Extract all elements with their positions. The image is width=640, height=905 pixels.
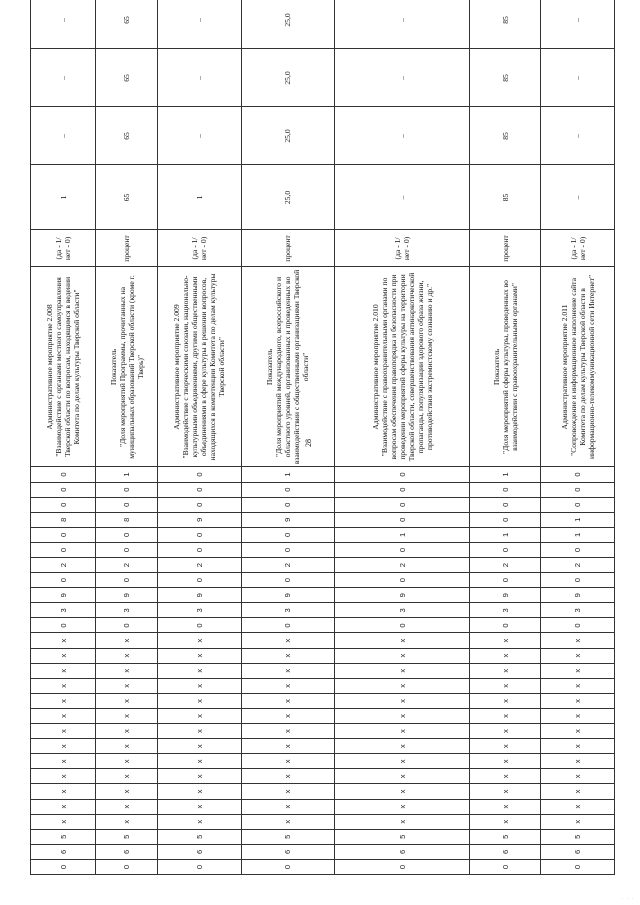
- table-row: [469, 0, 540, 875]
- description-text: "Взаимодействие с правоохранительными органами по вопросам обеспечения правопорядка и безопасности при проведении мероприятий сферы культуры на территории Тверской области, совершенствования антинаркотической пропаганды, популяризации здорового образа жизни, противодействия экстремистскому сознанию и др.": [379, 272, 434, 462]
- code-digit-cell: 9: [335, 588, 469, 603]
- description-heading: Административное мероприятие 2.011: [559, 304, 569, 430]
- code-digit-cell: 1: [241, 467, 335, 482]
- code-digit-cell: 0: [241, 618, 335, 633]
- value-cell: –: [541, 165, 615, 230]
- code-digit-cell: 0: [158, 618, 241, 633]
- code-digit-cell: x: [335, 784, 469, 799]
- code-digit-cell: x: [96, 784, 158, 799]
- description-cell: [158, 267, 241, 467]
- code-digit-cell: x: [158, 633, 241, 648]
- code-digit-cell: x: [469, 769, 540, 784]
- code-digit-cell: 0: [335, 467, 469, 482]
- code-digit-cell: 5: [541, 829, 615, 844]
- code-digit-cell: 0: [335, 573, 469, 588]
- description-heading: Показатель: [265, 348, 275, 386]
- code-digit-cell: 0: [96, 542, 158, 557]
- value-cell: 85: [469, 165, 540, 230]
- rotated-table-page: [30, 13, 615, 875]
- code-digit-cell: x: [241, 769, 335, 784]
- code-digit-cell: x: [158, 814, 241, 829]
- value-cell: 65: [96, 165, 158, 230]
- code-digit-cell: x: [96, 739, 158, 754]
- table-row: [335, 0, 469, 875]
- code-digit-cell: 3: [31, 603, 96, 618]
- code-digit-cell: x: [96, 708, 158, 723]
- code-digit-cell: 0: [335, 512, 469, 527]
- code-digit-cell: x: [158, 693, 241, 708]
- code-digit-cell: 0: [96, 482, 158, 497]
- code-digit-cell: 0: [31, 573, 96, 588]
- value-cell: 25,0: [241, 165, 335, 230]
- code-digit-cell: 2: [96, 558, 158, 573]
- description-text: "Взаимодействие с органами местного самоуправления Тверской области по вопросам, находящимся в ведении Комитета по делам культуры Тверской области": [54, 276, 82, 458]
- code-digit-cell: x: [469, 754, 540, 769]
- code-digit-cell: x: [469, 693, 540, 708]
- value-cell: 65: [96, 0, 158, 49]
- code-digit-cell: 0: [31, 542, 96, 557]
- code-digit-cell: 9: [469, 588, 540, 603]
- code-digit-cell: x: [31, 708, 96, 723]
- code-digit-cell: 0: [158, 573, 241, 588]
- value-cell: –: [541, 107, 615, 165]
- description-heading: Показатель: [491, 348, 501, 386]
- code-digit-cell: 0: [31, 859, 96, 874]
- code-digit-cell: 6: [241, 844, 335, 859]
- code-digit-cell: 0: [541, 618, 615, 633]
- code-digit-cell: x: [469, 799, 540, 814]
- code-digit-cell: x: [469, 633, 540, 648]
- unit-cell: [31, 230, 96, 267]
- code-digit-cell: 5: [469, 829, 540, 844]
- code-digit-cell: 6: [31, 844, 96, 859]
- description-cell: [241, 267, 335, 467]
- code-digit-cell: x: [241, 724, 335, 739]
- code-digit-cell: x: [541, 754, 615, 769]
- code-digit-cell: x: [158, 663, 241, 678]
- code-digit-cell: x: [96, 663, 158, 678]
- code-digit-cell: 0: [31, 497, 96, 512]
- code-digit-cell: 0: [541, 573, 615, 588]
- code-digit-cell: x: [541, 633, 615, 648]
- value-cell: –: [31, 0, 96, 49]
- code-digit-cell: 9: [96, 588, 158, 603]
- code-digit-cell: 0: [31, 467, 96, 482]
- code-digit-cell: 6: [335, 844, 469, 859]
- code-digit-cell: 0: [469, 542, 540, 557]
- unit-cell: [96, 230, 158, 267]
- value-cell: 85: [469, 107, 540, 165]
- code-digit-cell: x: [31, 724, 96, 739]
- code-digit-cell: x: [31, 754, 96, 769]
- code-digit-cell: 0: [96, 859, 158, 874]
- code-digit-cell: 1: [541, 527, 615, 542]
- code-digit-cell: x: [96, 814, 158, 829]
- table-row: [31, 0, 96, 875]
- code-digit-cell: x: [31, 693, 96, 708]
- value-cell: 65: [96, 49, 158, 107]
- code-digit-cell: 0: [541, 482, 615, 497]
- code-digit-cell: 6: [469, 844, 540, 859]
- code-digit-cell: 1: [96, 467, 158, 482]
- unit-cell: [158, 230, 241, 267]
- description-cell: [335, 267, 469, 467]
- value-cell: 1: [158, 165, 241, 230]
- code-digit-cell: 5: [31, 829, 96, 844]
- code-digit-cell: x: [241, 814, 335, 829]
- code-digit-cell: x: [96, 799, 158, 814]
- description-text: "Доля мероприятий сферы культуры, проведенных во взаимодействии с правоохранительными органами": [500, 280, 519, 454]
- code-digit-cell: 0: [335, 859, 469, 874]
- code-digit-cell: x: [541, 678, 615, 693]
- code-digit-cell: x: [96, 678, 158, 693]
- code-digit-cell: 8: [31, 512, 96, 527]
- unit-text: процент: [500, 235, 510, 262]
- description-text: "Доля мероприятий международного, всероссийского и областного уровней, организованных и проведенных во взаимодействии с общественными организациями Тверской области": [274, 269, 311, 465]
- code-digit-cell: x: [335, 724, 469, 739]
- code-digit-cell: x: [31, 769, 96, 784]
- description-cell: [469, 267, 540, 467]
- code-digit-cell: x: [335, 799, 469, 814]
- code-digit-cell: x: [158, 724, 241, 739]
- code-digit-cell: 9: [158, 588, 241, 603]
- code-digit-cell: 0: [469, 859, 540, 874]
- unit-cell: [335, 230, 469, 267]
- code-digit-cell: 0: [335, 482, 469, 497]
- code-digit-cell: 9: [31, 588, 96, 603]
- table-row: [541, 0, 615, 875]
- code-digit-cell: 0: [541, 497, 615, 512]
- description-heading: Административное мероприятие 2.010: [370, 304, 380, 430]
- code-digit-cell: 3: [96, 603, 158, 618]
- code-digit-cell: x: [96, 724, 158, 739]
- code-digit-cell: x: [469, 814, 540, 829]
- code-digit-cell: 0: [31, 527, 96, 542]
- code-digit-cell: x: [335, 633, 469, 648]
- code-digit-cell: 3: [541, 603, 615, 618]
- code-digit-cell: 0: [158, 482, 241, 497]
- code-digit-cell: 0: [469, 482, 540, 497]
- code-digit-cell: 0: [158, 542, 241, 557]
- value-cell: 25,0: [241, 107, 335, 165]
- code-digit-cell: x: [96, 693, 158, 708]
- unit-text: нет - 0): [63, 236, 73, 261]
- code-digit-cell: 0: [241, 527, 335, 542]
- unit-cell: [469, 230, 540, 267]
- unit-text: процент: [122, 235, 132, 262]
- code-digit-cell: x: [158, 648, 241, 663]
- footer-mark: · · ·: [621, 897, 634, 902]
- code-digit-cell: x: [335, 754, 469, 769]
- value-cell: –: [335, 107, 469, 165]
- code-digit-cell: x: [541, 724, 615, 739]
- code-digit-cell: 0: [335, 497, 469, 512]
- code-digit-cell: x: [469, 648, 540, 663]
- unit-cell: [241, 230, 335, 267]
- code-digit-cell: 0: [96, 618, 158, 633]
- code-digit-cell: x: [31, 784, 96, 799]
- code-digit-cell: x: [469, 724, 540, 739]
- code-digit-cell: 0: [241, 482, 335, 497]
- code-digit-cell: x: [541, 784, 615, 799]
- code-digit-cell: 1: [335, 527, 469, 542]
- code-digit-cell: 6: [96, 844, 158, 859]
- code-digit-cell: x: [31, 663, 96, 678]
- code-digit-cell: x: [541, 814, 615, 829]
- code-digit-cell: x: [335, 693, 469, 708]
- code-digit-cell: 0: [469, 497, 540, 512]
- code-digit-cell: x: [335, 678, 469, 693]
- code-digit-cell: 9: [241, 588, 335, 603]
- code-digit-cell: 0: [31, 618, 96, 633]
- code-digit-cell: x: [241, 799, 335, 814]
- code-digit-cell: 2: [158, 558, 241, 573]
- code-digit-cell: 2: [31, 558, 96, 573]
- code-digit-cell: 9: [158, 512, 241, 527]
- description-text: "Взаимодействие с творческими союзами, национально-культурными объединениями, другими общественными объединениями в сфере культуры в решении вопросов, находящихся в компетенции Комитета по делам культуры Тверской области": [181, 273, 227, 461]
- page-number: 28: [304, 439, 313, 447]
- unit-text: (да - 1/: [190, 237, 200, 260]
- code-digit-cell: x: [241, 663, 335, 678]
- value-cell: 85: [469, 49, 540, 107]
- code-digit-cell: x: [96, 754, 158, 769]
- code-digit-cell: 5: [241, 829, 335, 844]
- code-digit-cell: 3: [335, 603, 469, 618]
- table-row: [241, 0, 335, 875]
- table-row: [96, 0, 158, 875]
- unit-cell: [541, 230, 615, 267]
- code-digit-cell: 0: [158, 527, 241, 542]
- code-digit-cell: 2: [241, 558, 335, 573]
- code-digit-cell: x: [241, 754, 335, 769]
- code-digit-cell: x: [31, 739, 96, 754]
- code-digit-cell: 5: [335, 829, 469, 844]
- description-text: "Доля мероприятий Программы, прочитанных на муниципальных образований Тверской области (кроме г. Тверь)": [117, 275, 145, 459]
- code-digit-cell: 9: [241, 512, 335, 527]
- code-digit-cell: 9: [541, 588, 615, 603]
- code-digit-cell: 0: [541, 542, 615, 557]
- table-row: [158, 0, 241, 875]
- code-digit-cell: x: [541, 708, 615, 723]
- code-digit-cell: 0: [335, 618, 469, 633]
- code-digit-cell: 1: [541, 512, 615, 527]
- value-cell: –: [158, 107, 241, 165]
- code-digit-cell: 0: [335, 542, 469, 557]
- code-digit-cell: 1: [469, 527, 540, 542]
- code-digit-cell: 0: [158, 859, 241, 874]
- code-digit-cell: x: [241, 739, 335, 754]
- code-digit-cell: x: [96, 633, 158, 648]
- code-digit-cell: 3: [241, 603, 335, 618]
- value-cell: 25,0: [241, 49, 335, 107]
- code-digit-cell: x: [469, 708, 540, 723]
- code-digit-cell: 3: [469, 603, 540, 618]
- code-digit-cell: x: [241, 648, 335, 663]
- value-cell: –: [335, 49, 469, 107]
- unit-text: (да - 1/: [54, 237, 64, 260]
- code-digit-cell: x: [31, 799, 96, 814]
- code-digit-cell: 0: [469, 618, 540, 633]
- value-cell: –: [335, 165, 469, 230]
- code-digit-cell: x: [158, 708, 241, 723]
- value-cell: 1: [31, 165, 96, 230]
- code-digit-cell: x: [158, 799, 241, 814]
- code-digit-cell: x: [541, 739, 615, 754]
- code-digit-cell: x: [96, 648, 158, 663]
- code-digit-cell: x: [241, 708, 335, 723]
- code-digit-cell: x: [96, 769, 158, 784]
- code-digit-cell: x: [241, 693, 335, 708]
- description-heading: Показатель: [108, 348, 118, 386]
- code-digit-cell: 0: [96, 527, 158, 542]
- code-digit-cell: x: [158, 739, 241, 754]
- description-text: "Сопровождение и информационное наполнение сайта Комитета по делам культуры Тверской области в информационно-телекоммуникационной сети Интернет": [568, 274, 596, 460]
- code-digit-cell: 1: [469, 467, 540, 482]
- code-digit-cell: 0: [158, 497, 241, 512]
- code-digit-cell: x: [241, 633, 335, 648]
- unit-text: нет - 0): [402, 236, 412, 261]
- code-digit-cell: 0: [241, 573, 335, 588]
- code-digit-cell: 0: [541, 859, 615, 874]
- value-cell: –: [541, 0, 615, 49]
- code-digit-cell: 0: [31, 482, 96, 497]
- description-cell: [96, 267, 158, 467]
- code-digit-cell: 0: [96, 497, 158, 512]
- code-digit-cell: 6: [158, 844, 241, 859]
- unit-text: нет - 0): [199, 236, 209, 261]
- value-cell: 25,0: [241, 0, 335, 49]
- code-digit-cell: x: [335, 739, 469, 754]
- code-digit-cell: x: [158, 769, 241, 784]
- code-digit-cell: x: [335, 648, 469, 663]
- value-cell: –: [335, 0, 469, 49]
- code-digit-cell: 0: [158, 467, 241, 482]
- value-cell: –: [158, 49, 241, 107]
- value-cell: –: [158, 0, 241, 49]
- unit-text: (да - 1/: [568, 237, 578, 260]
- code-digit-cell: 2: [335, 558, 469, 573]
- value-cell: –: [31, 49, 96, 107]
- description-cell: [541, 267, 615, 467]
- unit-text: процент: [283, 235, 293, 262]
- code-digit-cell: 0: [96, 573, 158, 588]
- code-digit-cell: 8: [96, 512, 158, 527]
- code-digit-cell: x: [469, 678, 540, 693]
- unit-text: (да - 1/: [393, 237, 403, 260]
- description-cell: [31, 267, 96, 467]
- code-digit-cell: x: [31, 678, 96, 693]
- code-digit-cell: x: [469, 663, 540, 678]
- code-digit-cell: x: [241, 784, 335, 799]
- code-digit-cell: x: [158, 784, 241, 799]
- code-digit-cell: x: [335, 814, 469, 829]
- value-cell: 65: [96, 107, 158, 165]
- code-digit-cell: x: [31, 648, 96, 663]
- code-digit-cell: x: [541, 663, 615, 678]
- code-digit-cell: 0: [241, 542, 335, 557]
- code-digit-cell: x: [158, 754, 241, 769]
- code-digit-cell: x: [335, 708, 469, 723]
- value-cell: –: [541, 49, 615, 107]
- value-cell: 85: [469, 0, 540, 49]
- code-digit-cell: x: [541, 693, 615, 708]
- code-digit-cell: 2: [469, 558, 540, 573]
- code-digit-cell: x: [335, 663, 469, 678]
- description-heading: Административное мероприятие 2.009: [172, 304, 182, 430]
- code-digit-cell: 0: [241, 859, 335, 874]
- code-digit-cell: 5: [96, 829, 158, 844]
- code-digit-cell: x: [31, 633, 96, 648]
- code-digit-cell: x: [541, 648, 615, 663]
- code-digit-cell: x: [469, 739, 540, 754]
- code-digit-cell: x: [241, 678, 335, 693]
- code-digit-cell: x: [335, 769, 469, 784]
- code-digit-cell: 0: [541, 467, 615, 482]
- code-digit-cell: 0: [241, 497, 335, 512]
- code-digit-cell: 5: [158, 829, 241, 844]
- code-digit-cell: x: [541, 799, 615, 814]
- description-heading: Административное мероприятие 2.008: [45, 304, 55, 430]
- code-digit-cell: x: [541, 769, 615, 784]
- code-digit-cell: 3: [158, 603, 241, 618]
- code-digit-cell: 2: [541, 558, 615, 573]
- value-cell: –: [31, 107, 96, 165]
- code-digit-cell: x: [469, 784, 540, 799]
- code-digit-cell: x: [158, 678, 241, 693]
- unit-text: нет - 0): [577, 236, 587, 261]
- code-digit-cell: 0: [469, 512, 540, 527]
- program-table: [30, 0, 615, 875]
- code-digit-cell: x: [31, 814, 96, 829]
- code-digit-cell: 0: [469, 573, 540, 588]
- code-digit-cell: 6: [541, 844, 615, 859]
